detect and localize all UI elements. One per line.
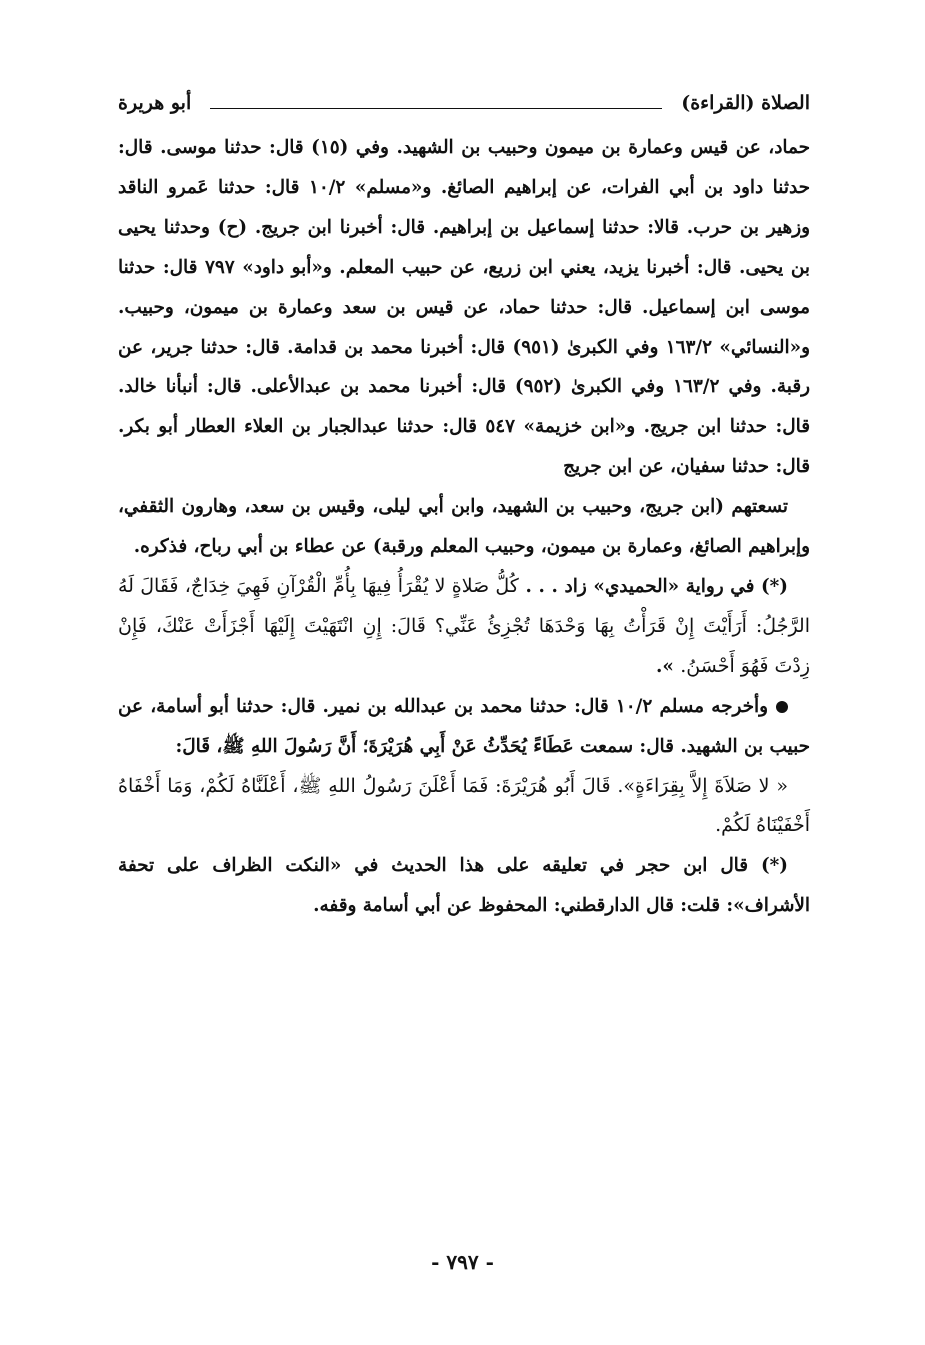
paragraph-ibn-hajar: (*) قال ابن حجر في تعليقه على هذا الحديث في «النكت الظراف على تحفة الأشراف»: قلت: قال الدارقطني: المحفوظ عن أبي أسامة وقفه.	[118, 855, 810, 917]
humaidi-quote: كُلُّ صَلاةٍ لا يُقْرَأُ فِيهَا بِأُمِّ الْقُرْآنِ فَهِيَ خِدَاجٌ، فَقَالَ لَهُ الرَّجُلُ: أَرَأَيْتَ إِنْ قَرَأْتُ بِهَا وَحْدَهَا تُجْزِئُ عَنِّي؟ قَالَ: إِنِ انْتَهَيْتَ إِلَيْهَا أَجْزَأَتْ عَنْكَ، فَإِنْ زِدْتَ فَهُوَ أَحْسَنُ.	[118, 574, 810, 677]
paragraph-isnad: حماد، عن قيس وعمارة بن ميمون وحبيب بن الشهيد. وفي (١٥) قال: حدثنا موسى. قال: حدثنا داود بن أبي الفرات، عن إبراهيم الصائغ. و«مسلم» ١٠/٢ قال: حدثنا عَمرو الناقد وزهير بن حرب. قالا: حدثنا إسماعيل بن إبراهيم. قال: أخبرنا ابن جريج. (ح) وحدثنا يحيى بن يحيى. قال: أخبرنا يزيد، يعني ابن زريع، عن حبيب المعلم. و«أبو داود» ٧٩٧ قال: حدثنا موسى ابن إسماعيل. قال: حدثنا حماد، عن قيس بن سعد وعمارة بن ميمون، وحبيب. و«النسائي» ١٦٣/٢ وفي الكبرىٰ (٩٥١) قال: أخبرنا محمد بن قدامة. قال: حدثنا جرير، عن رقبة. وفي ١٦٣/٢ وفي الكبرىٰ (٩٥٢) قال: أخبرنا محمد بن عبدالأعلى. قال: أنبأنا خالد. قال: حدثنا ابن جريج. و«ابن خزيمة» ٥٤٧ قال: حدثنا عبدالجبار بن العلاء العطار أبو بكر. قال: حدثنا سفيان، عن ابن جريج	[118, 137, 811, 478]
narrator-title: أبو هريرة	[118, 92, 192, 114]
paragraph-muslim	[118, 687, 810, 767]
book-page	[118, 88, 810, 926]
paragraph-hadith: « لا صَلاَةَ إِلاَّ بِقِرَاءَةٍ». قَالَ أَبُو هُرَيْرَةَ: فَمَا أَعْلَنَ رَسُولُ اللهِ ﷺ، أَعْلَنَّاهُ لَكُمْ، وَمَا أَخْفَاهُ أَخْفَيْنَاهُ لَكُمْ.	[118, 774, 810, 837]
page-number: - ٧٩٧ -	[431, 1250, 494, 1274]
header-rule	[210, 108, 662, 109]
body-text	[118, 128, 810, 926]
paragraph-summary: تسعتهم (ابن جريج، وحبيب بن الشهيد، وابن أبي ليلى، وقيس بن سعد، وهارون الثقفي، وإبراهيم الصائغ، وعمارة بن ميمون، وحبيب المعلم ورقبة) عن عطاء بن أبي رباح، فذكره.	[118, 496, 810, 558]
chapter-title: الصلاة (القراءة)	[681, 92, 810, 114]
muslim-text: وأخرجه مسلم ١٠/٢ قال: حدثنا محمد بن عبدالله بن نمير. قال: حدثنا أبو أسامة، عن حبيب بن الشهيد. قال: سمعت عَطَاءً يُحَدِّثُ عَنْ أَبِي هُرَيْرَةَ؛ أَنَّ رَسُولَ اللهِ ﷺ، قَالَ:	[118, 695, 810, 757]
running-header	[118, 88, 810, 124]
humaidi-tail: ».	[655, 655, 674, 677]
paragraph-humaidi-note	[118, 567, 810, 687]
bullet-icon	[776, 701, 788, 713]
humaidi-lead: (*) في رواية «الحميدي» زاد . . .	[525, 575, 789, 597]
